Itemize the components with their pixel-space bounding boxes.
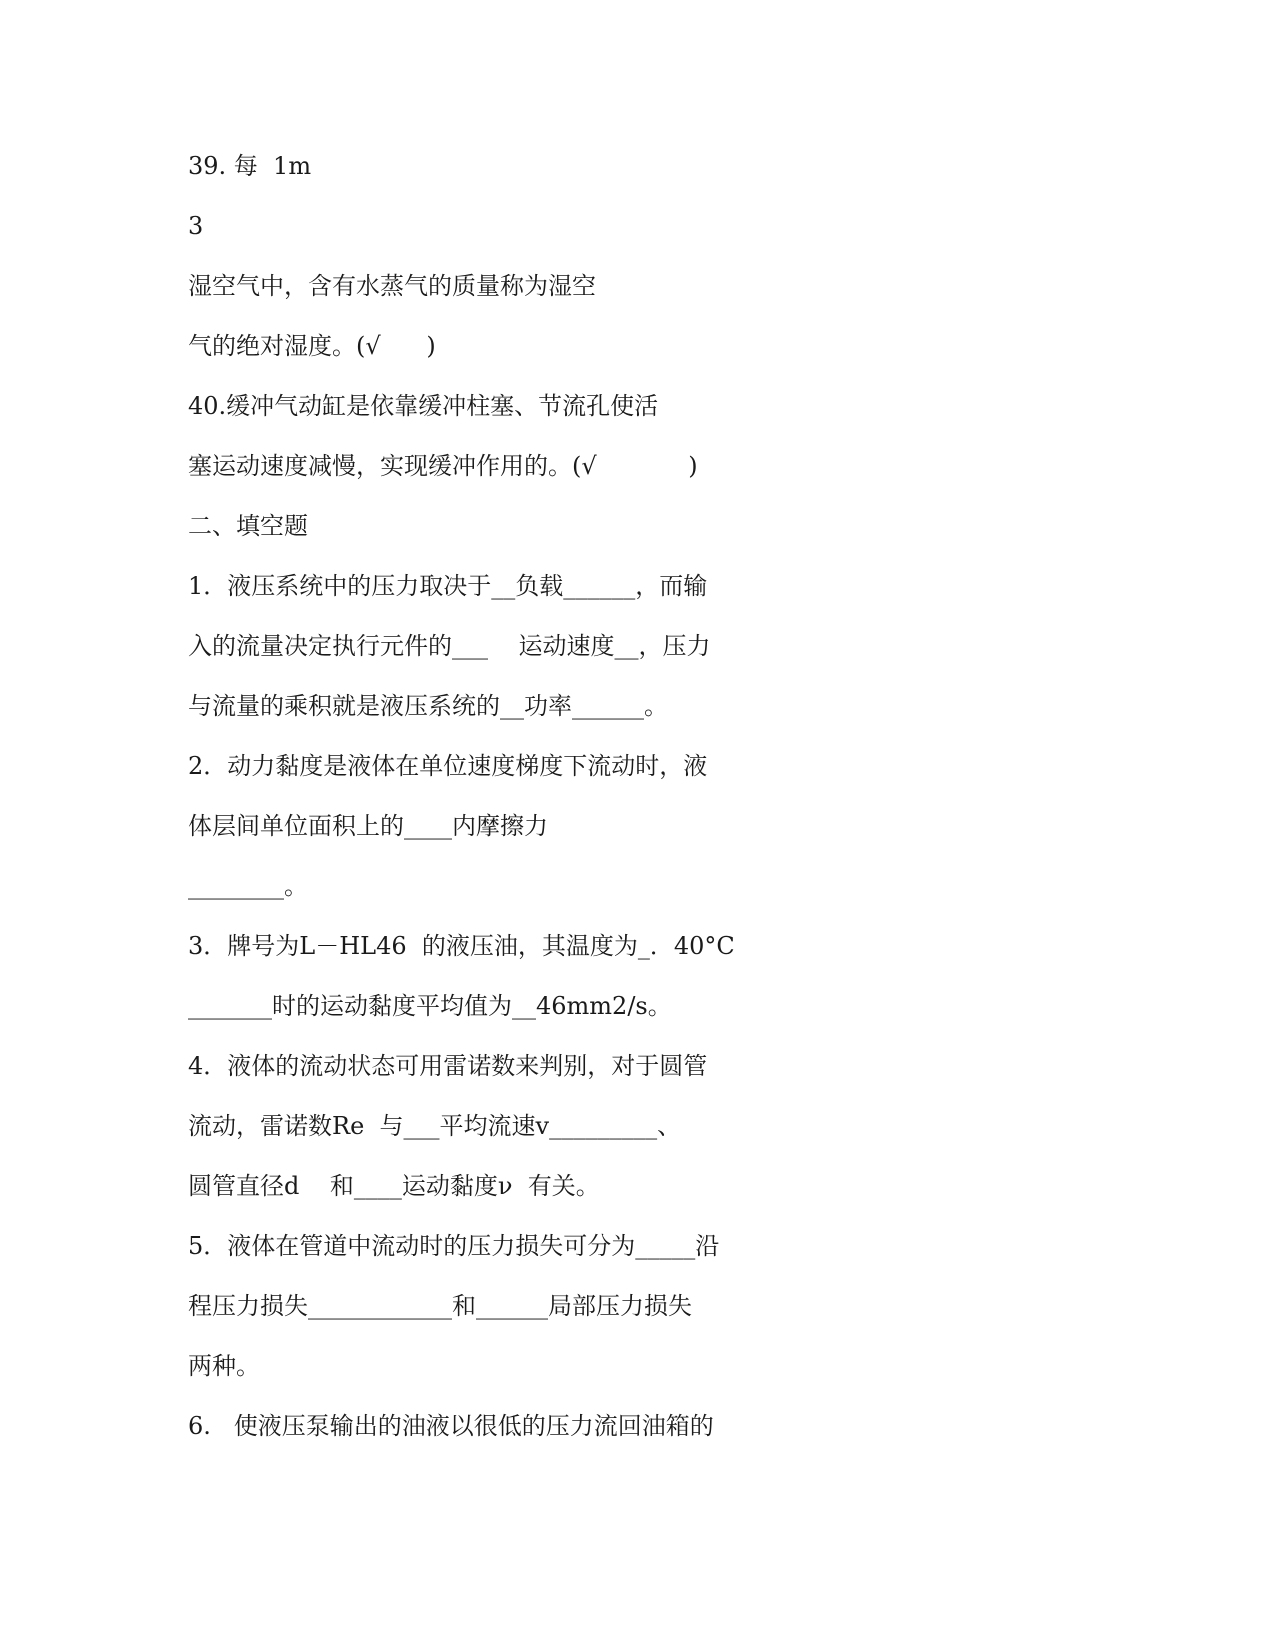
text-line: 1．液压系统中的压力取决于__负载______，而输 (188, 572, 708, 600)
text-line: 40.缓冲气动缸是依靠缓冲柱塞、节流孔使活 (188, 392, 659, 420)
text-line: 程压力损失____________和______局部压力损失 (188, 1292, 692, 1320)
text-line: 3．牌号为L－HL46 的液压油，其温度为_．40°C (188, 932, 735, 960)
text-line: 湿空气中，含有水蒸气的质量称为湿空 (188, 272, 596, 300)
text-line: 圆管直径d 和____运动黏度ν 有关。 (188, 1172, 600, 1200)
text-line: 入的流量决定执行元件的___ 运动速度__，压力 (188, 632, 711, 660)
text-line: 气的绝对湿度。(√ ) (188, 332, 436, 360)
text-line: 流动，雷诺数Re 与___平均流速v_________、 (188, 1112, 682, 1140)
text-line: 2．动力黏度是液体在单位速度梯度下流动时，液 (188, 752, 708, 780)
text-line: 4．液体的流动状态可用雷诺数来判别，对于圆管 (188, 1052, 708, 1080)
text-line: 体层间单位面积上的____内摩擦力 (188, 812, 548, 840)
text-line: 39. 每 1m (188, 152, 312, 180)
text-line: 两种。 (188, 1352, 260, 1380)
text-line: 塞运动速度减慢，实现缓冲作用的。(√ ) (188, 452, 698, 480)
text-line: 6. 使液压泵输出的油液以很低的压力流回油箱的 (188, 1412, 714, 1440)
text-line: 与流量的乘积就是液压系统的__功率______。 (188, 692, 668, 720)
text-line: _______时的运动黏度平均值为__46mm2/s。 (188, 992, 672, 1020)
text-line: 5．液体在管道中流动时的压力损失可分为_____沿 (188, 1232, 720, 1260)
text-line: 3 (188, 212, 204, 240)
text-line: ________。 (188, 872, 308, 900)
section-heading: 二、填空题 (188, 512, 308, 540)
